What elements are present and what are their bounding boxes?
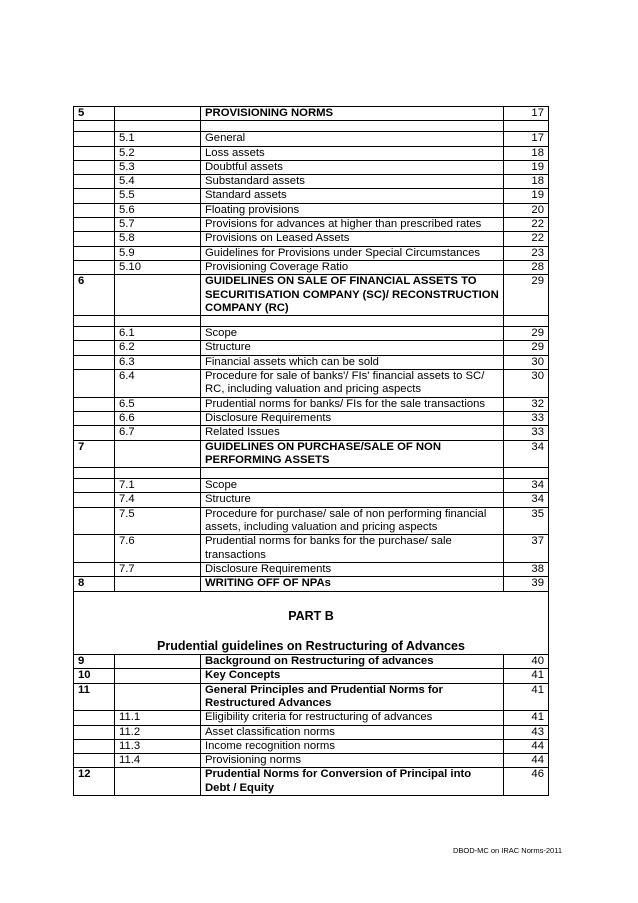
section-title: Provisioning norms (201, 754, 504, 768)
page-number: 34 (504, 493, 549, 507)
part-heading-row (74, 591, 549, 655)
page-number: 29 (504, 341, 549, 355)
section-title: Disclosure Requirements (201, 562, 504, 576)
page-footer: DBOD-MC on IRAC Norms-2011 (452, 846, 562, 855)
section-number: 7.6 (115, 535, 201, 563)
section-title: Asset classification norms (201, 725, 504, 739)
section-row (74, 327, 549, 341)
page-number: 30 (504, 370, 549, 398)
section-title: Related Issues (201, 426, 504, 440)
section-number: 6.6 (115, 411, 201, 425)
spacer-cell (201, 468, 504, 479)
empty-cell (74, 426, 115, 440)
empty-cell (74, 535, 115, 563)
page-number: 22 (504, 232, 549, 246)
spacer-cell (504, 121, 549, 132)
section-number: 6.4 (115, 370, 201, 398)
section-row (74, 711, 549, 725)
empty-cell (74, 232, 115, 246)
section-number: 5.5 (115, 189, 201, 203)
page-number: 37 (504, 535, 549, 563)
section-row (74, 411, 549, 425)
section-row (74, 426, 549, 440)
part-title: PART B (288, 608, 334, 623)
section-title: Standard assets (201, 189, 504, 203)
section-number: 7.1 (115, 479, 201, 493)
section-title: Procedure for sale of banks'/ FIs' financial assets to SC/ RC, including valuation and pricing aspects (201, 370, 504, 398)
section-title: Eligibility criteria for restructuring of advances (201, 711, 504, 725)
empty-cell (74, 327, 115, 341)
empty-cell (115, 768, 201, 796)
section-number: 5.4 (115, 175, 201, 189)
chapter-title: PROVISIONING NORMS (201, 107, 504, 121)
page-number: 29 (504, 327, 549, 341)
chapter-number: 11 (74, 683, 115, 711)
section-title: Provisions for advances at higher than prescribed rates (201, 218, 504, 232)
section-row (74, 535, 549, 563)
spacer-cell (74, 316, 115, 327)
section-row (74, 341, 549, 355)
empty-cell (115, 440, 201, 468)
spacer-cell (201, 121, 504, 132)
section-row (74, 232, 549, 246)
spacer-cell (201, 316, 504, 327)
section-row (74, 355, 549, 369)
chapter-title: GUIDELINES ON SALE OF FINANCIAL ASSETS TO SECURITISATION COMPANY (SC)/ RECONSTRUCTION COMPANY (RC) (201, 275, 504, 316)
page-number: 18 (504, 146, 549, 160)
part-subtitle: Prudential guidelines on Restructuring of Advances (157, 638, 465, 653)
chapter-title: Background on Restructuring of advances (201, 655, 504, 669)
section-number: 11.3 (115, 739, 201, 753)
section-row (74, 146, 549, 160)
page-number: 43 (504, 725, 549, 739)
chapter-number: 12 (74, 768, 115, 796)
empty-cell (115, 669, 201, 683)
section-row (74, 175, 549, 189)
page-number: 34 (504, 440, 549, 468)
section-row (74, 562, 549, 576)
page-number: 44 (504, 754, 549, 768)
chapter-row (74, 577, 549, 591)
page-number: 34 (504, 479, 549, 493)
empty-cell (115, 275, 201, 316)
empty-cell (74, 341, 115, 355)
chapter-number: 6 (74, 275, 115, 316)
page-number: 29 (504, 275, 549, 316)
empty-cell (74, 218, 115, 232)
section-title: Structure (201, 341, 504, 355)
empty-cell (74, 132, 115, 146)
chapter-title: GUIDELINES ON PURCHASE/SALE OF NON PERFORMING ASSETS (201, 440, 504, 468)
chapter-title: Key Concepts (201, 669, 504, 683)
section-title: Financial assets which can be sold (201, 355, 504, 369)
spacer-cell (504, 468, 549, 479)
toc-body (74, 107, 549, 796)
section-title: Prudential norms for banks for the purchase/ sale transactions (201, 535, 504, 563)
page-number: 19 (504, 189, 549, 203)
section-row (74, 260, 549, 274)
spacer-cell (74, 468, 115, 479)
section-row (74, 493, 549, 507)
section-row (74, 370, 549, 398)
section-number: 5.10 (115, 260, 201, 274)
chapter-title: WRITING OFF OF NPAs (201, 577, 504, 591)
section-number: 5.6 (115, 203, 201, 217)
section-number: 7.5 (115, 507, 201, 535)
empty-cell (74, 397, 115, 411)
spacer-cell (115, 468, 201, 479)
section-number: 5.9 (115, 246, 201, 260)
section-row (74, 754, 549, 768)
part-heading-cell (74, 591, 549, 655)
empty-cell (74, 411, 115, 425)
table-of-contents (73, 106, 549, 796)
section-number: 5.1 (115, 132, 201, 146)
page-number: 40 (504, 655, 549, 669)
spacer-cell (115, 316, 201, 327)
page-number: 33 (504, 426, 549, 440)
section-row (74, 218, 549, 232)
section-number: 5.2 (115, 146, 201, 160)
section-row (74, 479, 549, 493)
section-number: 6.7 (115, 426, 201, 440)
section-row (74, 739, 549, 753)
section-row (74, 160, 549, 174)
section-title: Prudential norms for banks/ FIs for the sale transactions (201, 397, 504, 411)
section-title: Provisioning Coverage Ratio (201, 260, 504, 274)
chapter-row (74, 275, 549, 316)
empty-cell (74, 189, 115, 203)
section-title: Floating provisions (201, 203, 504, 217)
chapter-number: 5 (74, 107, 115, 121)
empty-cell (115, 107, 201, 121)
chapter-number: 8 (74, 577, 115, 591)
page-number: 41 (504, 683, 549, 711)
page-number: 39 (504, 577, 549, 591)
spacer-row (74, 468, 549, 479)
spacer-cell (115, 121, 201, 132)
page-number: 30 (504, 355, 549, 369)
page-number: 32 (504, 397, 549, 411)
chapter-row (74, 669, 549, 683)
section-number: 7.4 (115, 493, 201, 507)
page-number: 28 (504, 260, 549, 274)
section-title: Doubtful assets (201, 160, 504, 174)
page-number: 46 (504, 768, 549, 796)
page-number: 18 (504, 175, 549, 189)
empty-cell (74, 725, 115, 739)
page-number: 19 (504, 160, 549, 174)
empty-cell (74, 739, 115, 753)
spacer-row (74, 121, 549, 132)
empty-cell (74, 493, 115, 507)
section-number: 5.7 (115, 218, 201, 232)
chapter-title: General Principles and Prudential Norms for Restructured Advances (201, 683, 504, 711)
empty-cell (74, 507, 115, 535)
section-title: Loss assets (201, 146, 504, 160)
section-number: 5.3 (115, 160, 201, 174)
spacer-row (74, 316, 549, 327)
empty-cell (74, 711, 115, 725)
chapter-title: Prudential Norms for Conversion of Principal into Debt / Equity (201, 768, 504, 796)
spacer-cell (74, 121, 115, 132)
section-number: 6.3 (115, 355, 201, 369)
chapter-number: 9 (74, 655, 115, 669)
page-number: 17 (504, 132, 549, 146)
section-number: 11.2 (115, 725, 201, 739)
page-number: 22 (504, 218, 549, 232)
section-row (74, 397, 549, 411)
chapter-row (74, 107, 549, 121)
empty-cell (74, 175, 115, 189)
page-number: 38 (504, 562, 549, 576)
section-number: 5.8 (115, 232, 201, 246)
section-number: 11.4 (115, 754, 201, 768)
section-title: Provisions on Leased Assets (201, 232, 504, 246)
section-title: Substandard assets (201, 175, 504, 189)
section-title: General (201, 132, 504, 146)
section-title: Structure (201, 493, 504, 507)
section-row (74, 725, 549, 739)
section-row (74, 132, 549, 146)
spacer-cell (504, 316, 549, 327)
section-number: 11.1 (115, 711, 201, 725)
section-number: 6.1 (115, 327, 201, 341)
section-number: 6.5 (115, 397, 201, 411)
section-title: Scope (201, 479, 504, 493)
empty-cell (74, 370, 115, 398)
empty-cell (115, 655, 201, 669)
empty-cell (74, 355, 115, 369)
section-number: 7.7 (115, 562, 201, 576)
page-number: 41 (504, 669, 549, 683)
section-number: 6.2 (115, 341, 201, 355)
empty-cell (74, 479, 115, 493)
page-number: 33 (504, 411, 549, 425)
chapter-row (74, 768, 549, 796)
chapter-number: 7 (74, 440, 115, 468)
section-title: Income recognition norms (201, 739, 504, 753)
chapter-number: 10 (74, 669, 115, 683)
empty-cell (74, 562, 115, 576)
empty-cell (115, 683, 201, 711)
section-title: Guidelines for Provisions under Special Circumstances (201, 246, 504, 260)
empty-cell (74, 246, 115, 260)
empty-cell (74, 160, 115, 174)
chapter-row (74, 440, 549, 468)
page-number: 23 (504, 246, 549, 260)
section-title: Procedure for purchase/ sale of non performing financial assets, including valuation and pricing aspects (201, 507, 504, 535)
section-row (74, 507, 549, 535)
page-number: 44 (504, 739, 549, 753)
page-number: 41 (504, 711, 549, 725)
section-row (74, 203, 549, 217)
section-row (74, 246, 549, 260)
chapter-row (74, 655, 549, 669)
page-number: 20 (504, 203, 549, 217)
empty-cell (74, 203, 115, 217)
empty-cell (115, 577, 201, 591)
section-row (74, 189, 549, 203)
empty-cell (74, 146, 115, 160)
section-title: Scope (201, 327, 504, 341)
page-number: 17 (504, 107, 549, 121)
page-number: 35 (504, 507, 549, 535)
section-title: Disclosure Requirements (201, 411, 504, 425)
chapter-row (74, 683, 549, 711)
empty-cell (74, 754, 115, 768)
empty-cell (74, 260, 115, 274)
